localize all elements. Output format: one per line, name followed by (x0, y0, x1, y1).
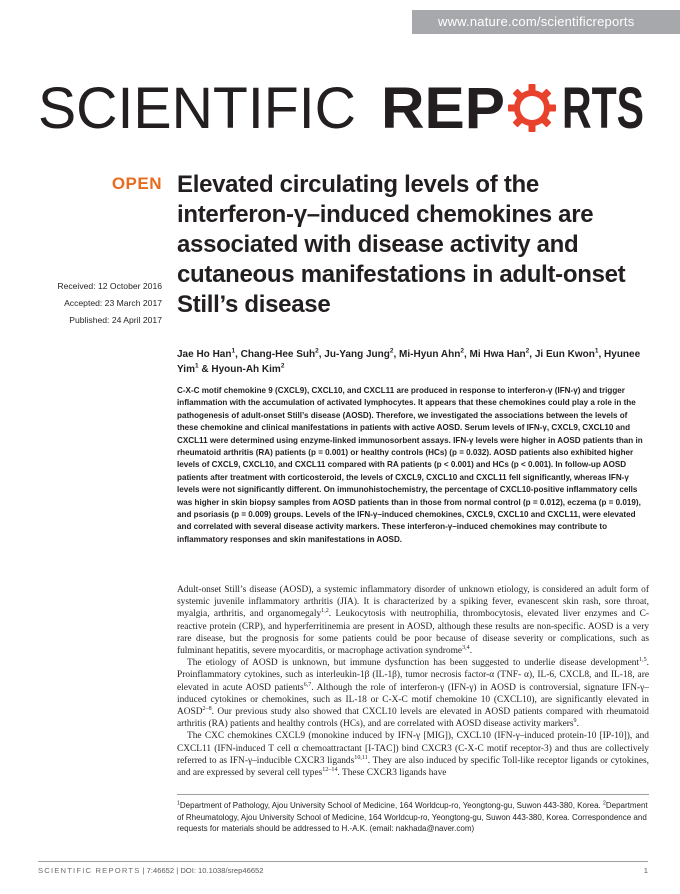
journal-masthead (38, 72, 644, 141)
author-name: Hyoun-Ah Kim (211, 364, 281, 375)
author-affiliation-sup: 1 (594, 347, 599, 355)
footer-divider (38, 861, 648, 862)
body-paragraph: Adult-onset Still’s disease (AOSD), a systemic inflammatory disorder of unknown etiology, is considered an adult form of systemic juvenile inflammatory arthritis (JIA). It is characterized by a spiking fever, evanescent skin rash, sore throat, myalgia, arthritis, and organomegaly$^{1,2}$. Leukocytosis with neutrophilia, thrombocytosis, elevated liver enzymes and C-reactive protein (CRP), and hyperferritinemia are present in AOSD, although these results are non-specific. AOSD is a very rare disease, but the prognosis for some patients could be poor because of disease severity or complications, such as fulminant hepatitis, severe myocarditis, or macrophage activation syndrome$^{3,4}$. (177, 585, 650, 657)
citation-sup: 3,4 (462, 644, 470, 651)
author-affiliation-sup: 2 (460, 347, 464, 355)
citation-sup: 1,5 (639, 657, 647, 664)
author-affiliation-sup: 2 (389, 347, 394, 355)
abstract: C-X-C motif chemokine 9 (CXCL9), CXCL10, and CXCL11 are produced in response to interferon-γ (IFN-γ) and trigger inflammation with the accumulation of activated lymphocytes. It appears that these chemokines could play a role in the pathogenesis of adult-onset Still’s disease (AOSD). Therefore, we investigated the associations between the levels of these chemokine and clinical manifestations in patients with active AOSD. Serum levels of IFN-γ, CXCL9, CXCL10 and CXCL11 were determined using enzyme-linked immunosorbent assays. IFN-γ levels were higher in AOSD patients than in rheumatoid arthritis (RA) patients (p = 0.001) or healthy controls (HCs) (p = 0.032). AOSD patients also exhibited higher levels of CXCL9, CXCL10, and CXCL11 compared with RA patients (p < 0.001) and HCs (p < 0.001). In follow-up AOSD patients after treatment with corticosteroid, the levels of CXCL9, CXCL10 and CXCL11 fell significantly, whereas IFN-γ levels were not significantly different. On immunohistochemistry, the percentage of CXCL10-positive inflammatory cells was higher in skin biopsy samples from AOSD patients than in those from normal control (p = 0.012), eczema (p = 0.019), and psoriasis (p = 0.009) groups. Levels of the IFN-γ–induced chemokines, CXCL9, CXCL10 and CXCL11, were elevated and correlated with several disease activity markers. These interferon-γ–induced chemokines may contribute to inflammatory responses and skin manifestations in AOSD. (177, 386, 643, 544)
article-body (177, 584, 649, 779)
page-footer (38, 866, 648, 875)
citation-sup: 2 (602, 800, 606, 807)
published-date: Published: 24 April 2017 (69, 315, 162, 325)
article-dates (20, 278, 162, 329)
author-name: Ji Eun Kwon (534, 349, 595, 360)
citation-sup: 2–8 (202, 705, 212, 712)
citation-sup: 1 (177, 800, 180, 807)
gear-logo-icon (508, 84, 556, 132)
body-paragraph: The etiology of AOSD is unknown, but immune dysfunction has been suggested to underlie disease development$^{1,5}$. Proinflammatory cytokines, such as interleukin-1β (IL-1β), tumor necrosis factor-α (TNF- α), IL-6, CXCL8, and IL-18, are elevated in acute AOSD patients$^{6,7}$. Although the role of interferon-γ (IFN-γ) in AOSD is controversial, signature IFN-γ–induced cytokines or chemokines, such as IL-18 or C-X-C motif chemokine 10 (CXCL10), are significantly elevated in AOSD$^{2-8}$. Our previous study also showed that CXCL10 levels are elevated in AOSD patients compared with rheumatoid arthritis (RA) patients and healthy controls (HCs), and are correlated with AOSD disease activity markers$^9$. (177, 657, 649, 730)
logo-word-rep: REP (381, 76, 505, 141)
logo-word-rts: RTS (562, 76, 644, 141)
author-name: Chang-Hee Suh (240, 349, 316, 360)
author-affiliation-sup: 1 (231, 347, 236, 355)
citation-sup: 12–14 (322, 766, 338, 773)
page-number: 1 (643, 866, 648, 875)
logo-word-scientific: SCIENTIFIC (38, 76, 356, 141)
citation-sup: 1,2 (321, 608, 329, 615)
footer-journal: SCIENTIFIC REPORTS (38, 866, 141, 875)
journal-url-bar[interactable] (412, 10, 680, 34)
author-affiliation-sup: 2 (525, 347, 530, 355)
author-list: Jae Ho Han$^1$, Chang-Hee Suh$^2$, Ju-Yang Jung$^2$, Mi-Hyun Ahn$^2$, Mi Hwa Han$^2$, Ji Eun Kwon$^1$, Hyunee Yim$^1$ & Hyoun-Ah Kim$^2$ (177, 347, 641, 375)
journal-url-link[interactable]: www.nature.com/scientificreports (438, 14, 635, 29)
citation-sup: 6,7 (303, 681, 312, 688)
author-affiliation-sup: 1 (194, 362, 199, 370)
author-affiliation-sup: 2 (280, 362, 285, 370)
body-paragraph: The CXC chemokines CXCL9 (monokine induced by IFN-γ [MIG]), CXCL10 (IFN-γ–induced protein-10 [IP-10]), and CXCL11 (IFN-induced T cell α chemoattractant [I-TAC]) bind CXCR3 (C-X-C motif receptor-3) and thus are collectively referred to as IFN-γ–inducible CXCR3 ligands$^{10,11}$. They are also induced by specific Toll-like receptor ligands or cytokines, and are expressed by several cell types$^{12-14}$. These CXCR3 ligands have (177, 731, 649, 779)
article-title: Elevated circulating levels of the interferon-γ–induced chemokines are associated with disease activity and cutaneous manifestations in adult-onset Still’s disease (177, 171, 626, 318)
author-name: Hyunee Yim (177, 349, 641, 375)
citation-sup: 10,11 (354, 754, 368, 761)
accepted-date: Accepted: 23 March 2017 (64, 298, 162, 308)
footnote-divider (177, 794, 649, 795)
author-name: Mi-Hyun Ahn (399, 349, 461, 360)
affiliations-footnote: $^1$Department of Pathology, Ajou University School of Medicine, 164 Worldcup-ro, Yeongtong-gu, Suwon 443-380, Korea. $^2$Department of Rheumatology, Ajou University School of Medicine, 164 Worldcup-ro, Yeongtong-gu, Suwon 443-380, Korea. Correspondence and requests for materials should be addressed to H.-A.K. (email: nakhada@naver.com) (177, 800, 648, 834)
citation-sup: 9 (573, 718, 577, 725)
journal-logo (38, 72, 644, 141)
author-name: Jae Ho Han (177, 349, 232, 360)
received-date: Received: 12 October 2016 (57, 281, 162, 291)
author-affiliation-sup: 2 (315, 347, 319, 355)
footer-citation: | 7:46652 | DOI: 10.1038/srep46652 (140, 866, 264, 875)
author-name: Mi Hwa Han (469, 349, 526, 360)
open-access-label: OPEN (111, 174, 162, 193)
author-name: Ju-Yang Jung (324, 349, 390, 360)
